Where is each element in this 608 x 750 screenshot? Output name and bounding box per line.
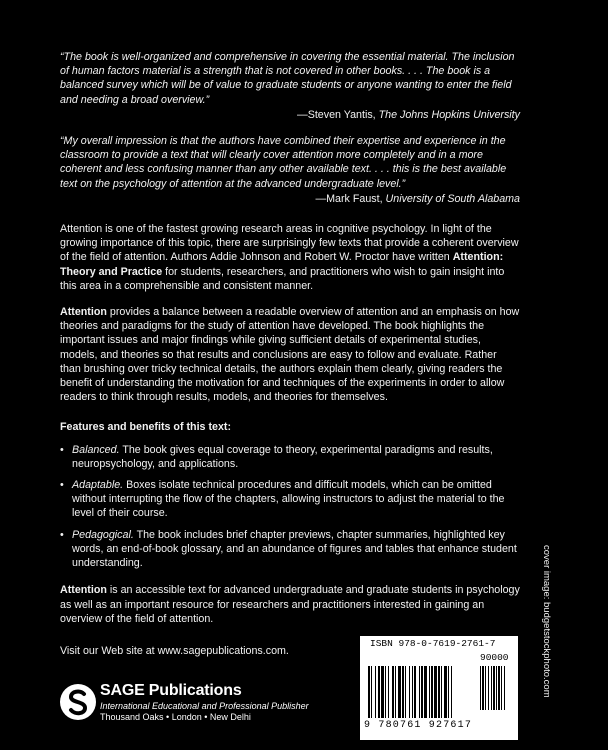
features-list	[60, 443, 520, 571]
sage-logo	[60, 682, 360, 730]
cover-image-credit: cover image: budgetstockphoto.com	[541, 545, 552, 698]
features-heading: Features and benefits of this text:	[60, 421, 232, 434]
publisher-tagline: International Educational and Professional Publisher	[100, 701, 309, 711]
quote-yantis-attribution: —Steven Yantis, The Johns Hopkins University	[297, 108, 520, 121]
feature-item: • Balanced. The book gives equal coverage to theory, experimental paradigms and results, neuropsychology, and applications.	[72, 443, 520, 471]
description-paragraph-3: Attention is an accessible text for advanced undergraduate and graduate students in psychology as well as an important resource for researchers and practitioners interested in gaining an overview of the field of attention.	[60, 584, 520, 625]
quote-yantis: “The book is well-organized and comprehensive in covering the essential material. The inclusion of human factors material is a strength that is not covered in other books. . . . The book is a balanced survey which will be of value to graduate students or anyone wanting to enter the field and needing a broad overview.”	[60, 51, 515, 106]
feature-item: • Adaptable. Boxes isolate technical procedures and difficult models, which can be omitted without interrupting the flow of the chapters, allowing instructors to adjust the material to the level of their course.	[72, 478, 520, 521]
isbn-text: ISBN 978-0-7619-2761-7	[370, 638, 496, 649]
description-paragraph-2: Attention provides a balance between a readable overview of attention and an emphasis on how theories and paradigms for the study of attention have developed. The book highlights the important issues and major findings while giving sufficient details of experimental studies, models, and theories so that results and conclusions are easy to follow and evaluate. Rather than brushing over tricky technical details, the authors explain them clearly, giving readers the benefit of understanding the motivation for and techniques of the experiments in order to allow readers to think through results, models, and theories for themselves.	[60, 306, 520, 404]
description-paragraph-1: Attention is one of the fastest growing research areas in cognitive psychology. In light of the growing importance of this topic, there are surprisingly few texts that provide a coherent overview of the field of attention. Authors Addie Johnson and Robert W. Proctor have written Attention: Theory and Practice for students, researchers, and practitioners who wish to gain insight into this area in a comprehensible and consistent manner.	[60, 223, 519, 292]
barcode-number: 9 780761 927617	[364, 720, 473, 731]
publisher-cities: Thousand Oaks • London • New Delhi	[100, 712, 251, 722]
quote-faust-attribution: —Mark Faust, University of South Alabama	[315, 192, 520, 205]
feature-item: • Pedagogical. The book includes brief chapter previews, chapter summaries, highlighted key words, an end-of-book glossary, and an abundance of figures and tables that enhance student understanding.	[72, 528, 520, 571]
publisher-name: SAGE Publications	[100, 682, 242, 699]
back-cover-text	[60, 50, 520, 658]
price-code: 90000	[480, 652, 509, 663]
quote-faust: “My overall impression is that the authors have combined their expertise and experience in the classroom to provide a text that will clearly cover attention more completely and in a more coherent and less confusing manner than any other available text. . . . this is the best available text on the psychology of attention at the advanced undergraduate level.”	[60, 135, 507, 190]
sage-emblem-icon	[60, 684, 96, 720]
website-line: Visit our Web site at www.sagepublications.com.	[60, 644, 289, 657]
